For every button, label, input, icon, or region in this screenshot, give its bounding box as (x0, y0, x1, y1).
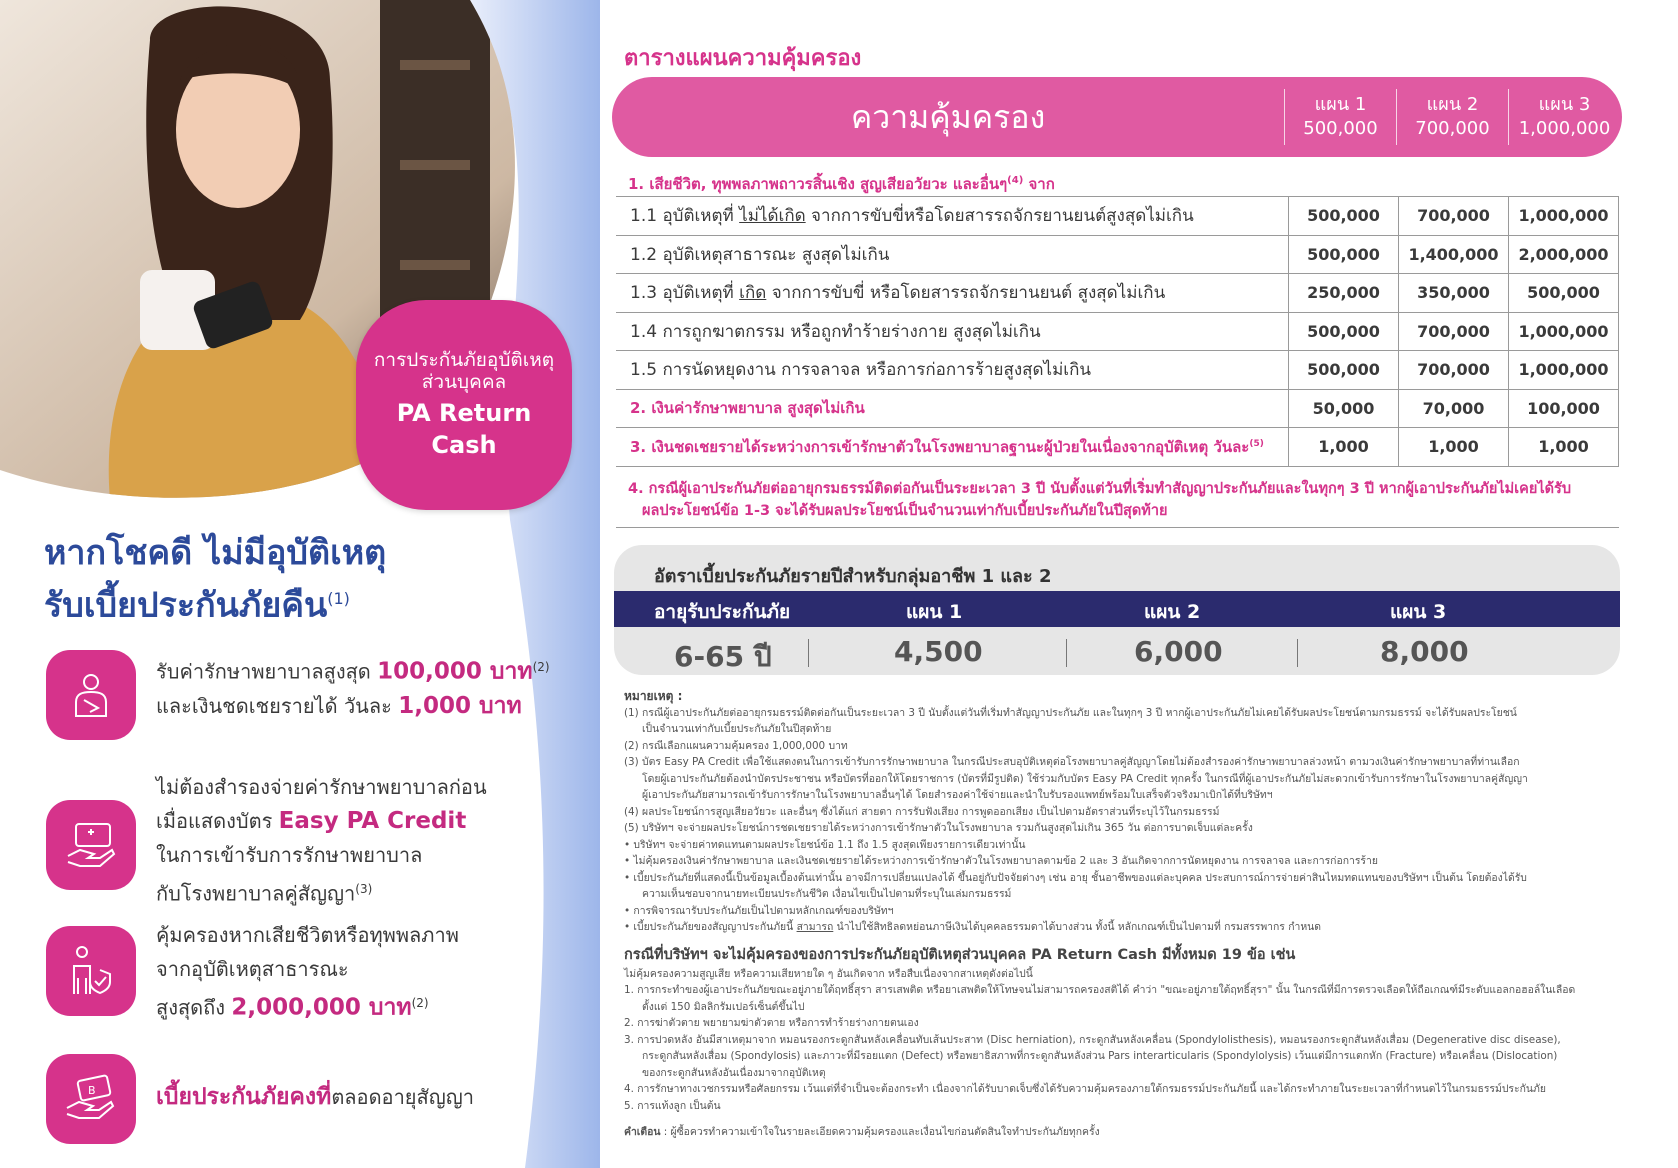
exclusion-item: 4. การรักษาทางเวชกรรมหรือศัลยกรรม เว้นแต่ที่จำเป็นจะต้องกระทำ เนื่องจากได้รับบาดเจ็บซึ่งได้รับความคุ้มครองภายใต้กรมธรรม์ประกันภัยนี้ และได้กระทำภายในระยะเวลาที่กำหนดไว้ในกรมธรรม์ประกันภัย (624, 1083, 1546, 1095)
rate-age-range: 6-65 ปี (674, 640, 772, 673)
person-shield-icon (46, 926, 136, 1016)
coverage-header (612, 77, 1622, 157)
item-4-text: 4. กรณีผู้เอาประกันภัยต่ออายุกรมธรรม์ติดต่อกันเป็นระยะเวลา 3 ปี นับตั้งแต่วันที่เริ่มทำสัญญาประกันภัยและในทุกๆ 3 ปี หากผู้เอาประกันภัยไม่เคยได้รับ ผลประโยชน์ข้อ 1-3 จะได้รับผลประโยชน์เป็นจำนวนเท่ากับเบี้ยประกันภัยในปีสุดท้าย (628, 481, 1572, 519)
rate-plan-2: 6,000 (1134, 635, 1223, 668)
note-item: (3) บัตร Easy PA Credit เพื่อใช้แสดงตนในการเข้ารับการรักษาพยาบาล ในกรณีประสบอุบัติเหตุต่อโรงพยาบาลคู่สัญญาโดยไม่ต้องสำรองค่ารักษาพยาบาลล่วงหน้า ตามวงเงินค่ารักษาพยาบาลที่ท่านเลือก (624, 756, 1520, 768)
table-row (616, 235, 1619, 274)
plan-3-value: 2,000,000 (1509, 235, 1619, 274)
plan-1-value: 1,000 (1289, 428, 1399, 467)
plan-2-value: 700,000 (1399, 312, 1509, 351)
svg-text:B: B (88, 1084, 96, 1097)
note-item: (4) ผลประโยชน์การสูญเสียอวัยวะ และอื่นๆ ซึ่งได้แก่ สายตา การรับฟังเสียง การพูดออกเสียง เป็นไปตามอัตราส่วนที่ระบุไว้ในกรมธรรม์ (624, 805, 1220, 818)
rate-header-plan-1: แผน 1 (906, 601, 963, 623)
plan-1-value: 50,000 (1289, 389, 1399, 428)
note-bullet: • การพิจารณารับประกันภัยเป็นไปตามหลักเกณฑ์ของบริษัทฯ (624, 904, 894, 917)
note-bullet: • บริษัทฯ จะจ่ายค่าทดแทนตามผลประโยชน์ข้อ 1.1 ถึง 1.5 สูงสุดเพียงรายการเดียวเท่านั้น (624, 838, 1026, 851)
feature-death-disability-text: คุ้มครองหากเสียชีวิตหรือทุพพลภาพ จากอุบัติเหตุสาธารณะ สูงสุดถึง 2,000,000 บาท$^{(2)}$ (156, 923, 459, 1021)
rate-header-plan-3: แผน 3 (1390, 601, 1447, 623)
row-label: 1.1 อุบัติเหตุที่ ไม่ได้เกิด จากการขับขี่หรือโดยสารรถจักรยานยนต์สูงสุดไม่เกิน (616, 197, 1289, 236)
card-hand-icon (46, 800, 136, 890)
exclusion-item: ของกระดูกสันหลังอันเนื่องมาจากอุบัติเหตุ (642, 1066, 826, 1079)
exclusion-item: ตั้งแต่ 150 มิลลิกรัมเปอร์เซ็นต์ขึ้นไป (642, 1000, 805, 1013)
plan-3-header: แผน 3 1,000,000 (1508, 89, 1620, 145)
table-row (616, 312, 1619, 351)
note-item: (5) บริษัทฯ จะจ่ายผลประโยชน์การชดเชยรายได้ระหว่างการเข้ารักษาตัวในโรงพยาบาล รวมกันสูงสุดไม่เกิน 365 วัน ต่อการบาดเจ็บแต่ละครั้ง (624, 822, 1253, 834)
note-bullet: ความเห็นชอบจากนายทะเบียนประกันชีวิต เงื่อนไขเป็นไปตามที่ระบุในเล่มกรมธรรม์ (642, 888, 1012, 900)
rate-header-age: อายุรับประกันภัย (654, 601, 791, 623)
plan-2-value: 700,000 (1399, 351, 1509, 390)
table-row (616, 274, 1619, 313)
table-row (616, 351, 1619, 390)
plan-1-value: 250,000 (1289, 274, 1399, 313)
premium-rate-header (614, 591, 1620, 627)
exclusion-item: 2. การฆ่าตัวตาย พยายามฆ่าตัวตาย หรือการทำร้ายร่างกายตนเอง (624, 1017, 919, 1029)
rate-plan-3: 8,000 (1380, 635, 1469, 668)
warning: คำเตือน : ผู้ซื้อควรทำความเข้าใจในรายละเอียดความคุ้มครองและเงื่อนไขก่อนตัดสินใจทำประกันภัยทุกครั้ง (624, 1126, 1100, 1138)
table-row (616, 389, 1619, 428)
rate-header-plan-2: แผน 2 (1144, 601, 1201, 623)
plan-2-value: 70,000 (1399, 389, 1509, 428)
note-item: (1) กรณีผู้เอาประกันภัยต่ออายุกรมธรรม์ติดต่อกันเป็นระยะเวลา 3 ปี นับตั้งแต่วันที่เริ่มทำสัญญาประกันภัย และในทุกๆ 3 ปี หากผู้เอาประกันภัยไม่เคยได้รับผลประโยชน์ตามกรมธรรม์ จะได้รับผลประโยชน์ (624, 706, 1517, 719)
plan-1-value: 500,000 (1289, 235, 1399, 274)
plan-3-value: 100,000 (1509, 389, 1619, 428)
plan-2-header: แผน 2 700,000 (1396, 89, 1508, 145)
badge-product-name: PA Return Cash (396, 399, 532, 459)
money-hand-icon (46, 1054, 136, 1144)
row-label: 1.5 การนัดหยุดงาน การจลาจล หรือการก่อการร้ายสูงสุดไม่เกิน (616, 351, 1289, 390)
exclusion-item: 5. การแท้งลูก เป็นต้น (624, 1099, 721, 1112)
footnotes (624, 688, 1664, 1141)
plan-3-value: 1,000,000 (1509, 312, 1619, 351)
row-label: 1.3 อุบัติเหตุที่ เกิด จากการขับขี่ หรือโดยสารรถจักรยานยนต์ สูงสุดไม่เกิน (616, 274, 1289, 313)
row-label: 1.2 อุบัติเหตุสาธารณะ สูงสุดไม่เกิน (616, 235, 1289, 274)
note-item: โดยผู้เอาประกันภัยต้องนำบัตรประชาชน หรือบัตรที่ออกให้โดยราชการ (บัตรที่มีรูปติด) ใช้ร่วมกับบัตร Easy PA Credit ทุกครั้ง ในกรณีที่ผู้เอาประกันภัยไม่สะดวกเข้ารับการรักษาในโรงพยาบาลคู่สัญญา (642, 772, 1528, 785)
row-label: 1.4 การถูกฆาตกรรม หรือถูกทำร้ายร่างกาย สูงสุดไม่เกิน (616, 312, 1289, 351)
exclusions-intro: ไม่คุ้มครองความสูญเสีย หรือความเสียหายใด ๆ อันเกิดจาก หรือสืบเนื่องจากสาเหตุดังต่อไปนี้ (624, 967, 1033, 980)
plan-1-header: แผน 1 500,000 (1284, 89, 1396, 145)
plan-3-value: 1,000 (1509, 428, 1619, 467)
plan-3-value: 1,000,000 (1509, 197, 1619, 236)
headline-line-1: หากโชคดี ไม่มีอุบัติเหตุ (44, 533, 387, 573)
premium-rate-values (614, 627, 1620, 675)
note-bullet: • เบี้ยประกันภัยที่แสดงนี้เป็นข้อมูลเบื้องต้นเท่านั้น อาจมีการเปลี่ยนแปลงได้ ขึ้นอยู่กับปัจจัยต่างๆ เช่น อายุ ชั้นอาชีพของแต่ละบุคคล ประสบการณ์การจ่ายค่าสินไหมทดแทนของบริษัทฯ เป็นต้น โดยต้องได้รับ (624, 871, 1527, 884)
plan-3-value: 500,000 (1509, 274, 1619, 313)
coverage-header-title: ความคุ้มครอง (850, 97, 1046, 136)
headline-line-2: รับเบี้ยประกันภัยคืน$^{(1)}$ (44, 585, 350, 626)
right-panel (600, 0, 1678, 1168)
divider (1297, 639, 1298, 667)
premium-rate-title: อัตราเบี้ยประกันภัยรายปีสำหรับกลุ่มอาชีพ 1 และ 2 (654, 566, 1052, 587)
note-item: ผู้เอาประกันภัยสามารถเข้ารับการรักษาในโรงพยาบาลอื่นๆได้ โดยสำรองค่าใช้จ่ายและนำใบรับรองแพทย์พร้อมใบเสร็จตัวจริงมาเบิกได้ที่บริษัทฯ (642, 789, 1273, 801)
product-badge (356, 300, 572, 510)
feature-easy-pa-credit-text: ไม่ต้องสำรองจ่ายค่ารักษาพยาบาลก่อน เมื่อแสดงบัตร Easy PA Credit ในการเข้ารับการรักษาพยาบาล กับโรงพยาบาลคู่สัญญา$^{(3)}$ (156, 775, 487, 906)
notes-title: หมายเหตุ : (624, 689, 683, 703)
plan-2-value: 1,000 (1399, 428, 1509, 467)
plan-3-value: 1,000,000 (1509, 351, 1619, 390)
note-item: (2) กรณีเลือกแผนความคุ้มครอง 1,000,000 บาท (624, 739, 848, 752)
badge-line-1: การประกันภัยอุบัติเหตุ (373, 349, 555, 371)
plan-2-value: 350,000 (1399, 274, 1509, 313)
exclusion-item: 1. การกระทำของผู้เอาประกันภัยขณะอยู่ภายใต้ฤทธิ์สุรา สารเสพติด หรือยาเสพติดให้โทษจนไม่สามารถครองสติได้ คำว่า "ขณะอยู่ภายใต้ฤทธิ์สุรา" นั้น ในกรณีที่มีการตรวจเลือดให้ถือเกณฑ์มีระดับแอลกอฮอล์ในเลือด (624, 984, 1576, 996)
exclusion-item: กระดูกสันหลังเสื่อม (Spondylosis) และภาวะที่มีรอยแตก (Defect) หรือพยาธิสภาพที่กระดูกสันหลังส่วน Pars interarticularis (Spondylolysis) เว้นแต่มีการแตกหัก (Fracture) หรือเคลื่อน (Dislocation) (642, 1050, 1558, 1062)
badge-line-2: ส่วนบุคคล (421, 371, 507, 393)
coverage-table (616, 196, 1619, 467)
plan-2-value: 1,400,000 (1399, 235, 1509, 274)
feature-medical-text: รับค่ารักษาพยาบาลสูงสุด 100,000 บาท$^{(2)}$ และเงินชดเชยรายได้ วันละ 1,000 บาท (156, 658, 550, 719)
left-panel (0, 0, 600, 1168)
plan-1-value: 500,000 (1289, 197, 1399, 236)
item-1-title: 1. เสียชีวิต, ทุพพลภาพถาวรสิ้นเชิง สูญเสียอวัยวะ และอื่นๆ$^{(4)}$ จาก (628, 175, 1055, 193)
divider (1066, 639, 1067, 667)
row-label: 2. เงินค่ารักษาพยาบาล สูงสุดไม่เกิน (616, 389, 1289, 428)
exclusion-item: 3. การปวดหลัง อันมีสาเหตุมาจาก หมอนรองกระดูกสันหลังเคลื่อนทับเส้นประสาท (Disc herniation), กระดูกสันหลังเคลื่อน (Spondylolisthesis), หมอนรองกระดูกสันหลังเสื่อม (Degenerative disc disease), (624, 1033, 1561, 1046)
rate-plan-1: 4,500 (894, 635, 983, 668)
divider (616, 527, 1619, 528)
row-label: 3. เงินชดเชยรายได้ระหว่างการเข้ารักษาตัวในโรงพยาบาลฐานะผู้ป่วยในเนื่องจากอุบัติเหตุ วันละ$^{(5)}$ (616, 428, 1289, 467)
section-title: ตารางแผนความคุ้มครอง (624, 46, 862, 71)
patient-sling-icon (46, 650, 136, 740)
feature-fixed-premium-text: เบี้ยประกันภัยคงที่ตลอดอายุสัญญา (156, 1084, 475, 1110)
plan-1-value: 500,000 (1289, 351, 1399, 390)
headline (44, 530, 386, 628)
premium-rate-box (614, 545, 1620, 675)
note-bullet: • ไม่คุ้มครองเงินค่ารักษาพยาบาล และเงินชดเชยรายได้ระหว่างการเข้ารักษาตัวในโรงพยาบาลตามข้อ 2 และ 3 อันเกิดจากการนัดหยุดงาน การจลาจล และการก่อการร้าย (624, 855, 1378, 867)
table-row (616, 197, 1619, 236)
exclusions-title: กรณีที่บริษัทฯ จะไม่คุ้มครองของการประกันภัยอุบัติเหตุส่วนบุคคล PA Return Cash มีทั้งหมด 19 ข้อ เช่น (624, 946, 1296, 963)
table-row (616, 428, 1619, 467)
plan-1-value: 500,000 (1289, 312, 1399, 351)
plan-2-value: 700,000 (1399, 197, 1509, 236)
note-bullet: • เบี้ยประกันภัยของสัญญาประกันภัยนี้ สามารถ นำไปใช้สิทธิลดหย่อนภาษีเงินได้บุคคลธรรมดาได้บางส่วน ทั้งนี้ หลักเกณฑ์เป็นไปตามที่ กรมสรรพากร กำหนด (624, 921, 1322, 933)
note-item: เป็นจำนวนเท่ากับเบี้ยประกันภัยในปีสุดท้าย (642, 723, 832, 735)
divider (808, 639, 809, 667)
